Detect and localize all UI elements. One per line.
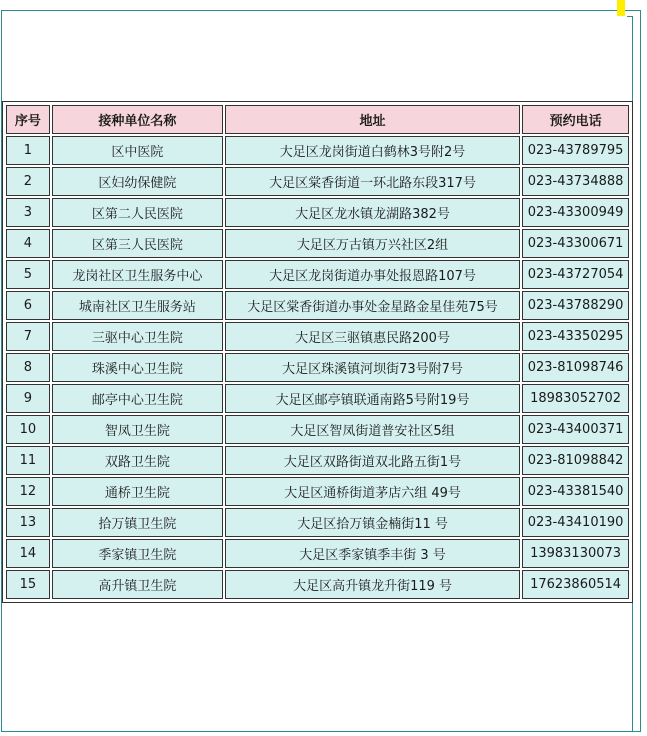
- cell-phone: 023-43300671: [522, 229, 629, 258]
- table-row: [6, 477, 629, 506]
- cell-address: 大足区龙岗街道办事处报恩路107号: [225, 260, 520, 289]
- header-unit-name: 接种单位名称: [52, 105, 223, 134]
- cell-phone: 17623860514: [522, 570, 629, 599]
- table-header-row: [6, 105, 629, 134]
- cell-no: 12: [6, 477, 50, 506]
- header-no: 序号: [6, 105, 50, 134]
- table-row: [6, 291, 629, 320]
- cell-address: 大足区邮亭镇联通南路5号附19号: [225, 384, 520, 413]
- cell-phone: 023-81098842: [522, 446, 629, 475]
- cell-address: 大足区双路街道双北路五街1号: [225, 446, 520, 475]
- cell-unit-name: 三驱中心卫生院: [52, 322, 223, 351]
- cell-phone: 13983130073: [522, 539, 629, 568]
- cell-phone: 023-43734888: [522, 167, 629, 196]
- cell-unit-name: 高升镇卫生院: [52, 570, 223, 599]
- cell-unit-name: 通桥卫生院: [52, 477, 223, 506]
- cell-phone: 023-43300949: [522, 198, 629, 227]
- cell-phone: 023-43727054: [522, 260, 629, 289]
- cell-no: 9: [6, 384, 50, 413]
- table-row: [6, 167, 629, 196]
- table-row: [6, 353, 629, 382]
- cell-phone: 18983052702: [522, 384, 629, 413]
- table-row: [6, 198, 629, 227]
- cell-no: 5: [6, 260, 50, 289]
- cell-unit-name: 邮亭中心卫生院: [52, 384, 223, 413]
- page-corner-mark: [627, 16, 633, 17]
- cell-unit-name: 区第三人民医院: [52, 229, 223, 258]
- header-phone: 预约电话: [522, 105, 629, 134]
- cell-no: 2: [6, 167, 50, 196]
- cell-unit-name: 季家镇卫生院: [52, 539, 223, 568]
- cell-phone: 023-43381540: [522, 477, 629, 506]
- cell-address: 大足区通桥街道茅店六组 49号: [225, 477, 520, 506]
- cell-address: 大足区季家镇季丰街 3 号: [225, 539, 520, 568]
- cell-no: 4: [6, 229, 50, 258]
- data-table: [4, 103, 631, 601]
- cell-unit-name: 龙岗社区卫生服务中心: [52, 260, 223, 289]
- cell-unit-name: 拾万镇卫生院: [52, 508, 223, 537]
- cell-no: 8: [6, 353, 50, 382]
- cell-address: 大足区高升镇龙升街119 号: [225, 570, 520, 599]
- cell-unit-name: 区第二人民医院: [52, 198, 223, 227]
- cell-phone: 023-43410190: [522, 508, 629, 537]
- cell-no: 1: [6, 136, 50, 165]
- cell-address: 大足区万古镇万兴社区2组: [225, 229, 520, 258]
- cell-phone: 023-43400371: [522, 415, 629, 444]
- cell-no: 11: [6, 446, 50, 475]
- table-row: [6, 260, 629, 289]
- cell-unit-name: 智凤卫生院: [52, 415, 223, 444]
- cell-unit-name: 珠溪中心卫生院: [52, 353, 223, 382]
- cell-address: 大足区拾万镇金楠街11 号: [225, 508, 520, 537]
- vaccination-sites-table: [2, 101, 633, 603]
- cell-no: 10: [6, 415, 50, 444]
- cell-address: 大足区智凤街道普安社区5组: [225, 415, 520, 444]
- table-body: [6, 136, 629, 599]
- cell-phone: 023-43788290: [522, 291, 629, 320]
- cell-address: 大足区珠溪镇河坝街73号附7号: [225, 353, 520, 382]
- table-row: [6, 539, 629, 568]
- cell-address: 大足区龙岗街道白鹤林3号附2号: [225, 136, 520, 165]
- cell-address: 大足区龙水镇龙湖路382号: [225, 198, 520, 227]
- cell-phone: 023-81098746: [522, 353, 629, 382]
- table-row: [6, 508, 629, 537]
- table-row: [6, 415, 629, 444]
- cell-address: 大足区棠香街道办事处金星路金星佳苑75号: [225, 291, 520, 320]
- table-row: [6, 570, 629, 599]
- cell-unit-name: 区妇幼保健院: [52, 167, 223, 196]
- table-row: [6, 384, 629, 413]
- cell-phone: 023-43350295: [522, 322, 629, 351]
- cell-no: 6: [6, 291, 50, 320]
- table-row: [6, 322, 629, 351]
- header-address: 地址: [225, 105, 520, 134]
- cell-no: 15: [6, 570, 50, 599]
- table-row: [6, 229, 629, 258]
- cell-no: 14: [6, 539, 50, 568]
- cell-no: 3: [6, 198, 50, 227]
- cell-unit-name: 双路卫生院: [52, 446, 223, 475]
- cell-no: 7: [6, 322, 50, 351]
- cell-address: 大足区三驱镇惠民路200号: [225, 322, 520, 351]
- cell-no: 13: [6, 508, 50, 537]
- text-cursor-marker: [617, 0, 625, 16]
- cell-unit-name: 区中医院: [52, 136, 223, 165]
- cell-phone: 023-43789795: [522, 136, 629, 165]
- table-row: [6, 446, 629, 475]
- cell-address: 大足区棠香街道一环北路东段317号: [225, 167, 520, 196]
- cell-unit-name: 城南社区卫生服务站: [52, 291, 223, 320]
- table-row: [6, 136, 629, 165]
